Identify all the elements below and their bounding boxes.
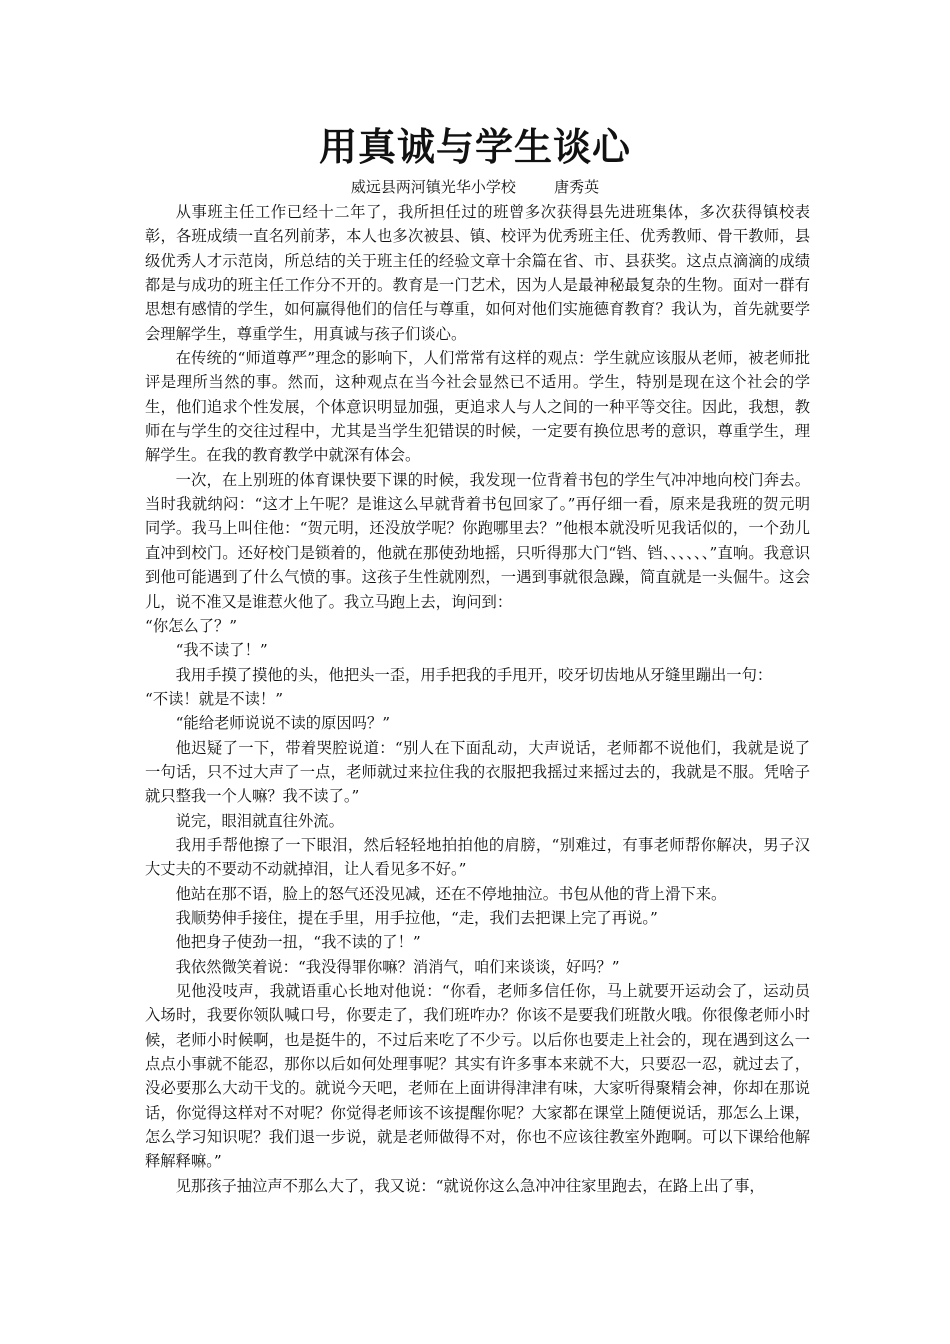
paragraph: 说完，眼泪就直往外流。 bbox=[175, 811, 344, 830]
paragraph: 我用手帮他擦了一下眼泪，然后轻轻地拍拍他的肩膀，“别难过，有事老师帮你解决，男子汉大丈夫的不要动不动就掉泪，让人看见多不好。” bbox=[145, 835, 810, 879]
paragraph: 见他没吱声，我就语重心长地对他说：“你看，老师多信任你，马上就要开运动会了，运动员入场时，我要你领队喊口号，你要走了，我们班咋办？你该不是要我们班散火哦。你很像老师小时候，老师小时候啊，也是挺牛的，不过后来吃了不少亏。以后你也要走上社会的，现在遇到这么一点点小事就不能忍，那你以后如何处理事呢？其实有许多事本来就不大，只要忍一忍，就过去了，没必要那么大动干戈的。就说今天吧，老师在上面讲得津津有味，大家听得聚精会神，你却在那说话，你觉得这样对不对呢？你觉得老师该不该提醒你呢？大家都在课堂上随便说话，那怎么上课，怎么学习知识呢？我们退一步说，就是老师做得不对，你也不应该往教室外跑啊。可以下课给他解释解释嘛。” bbox=[145, 982, 810, 1171]
paragraph: 见那孩子抽泣声不那么大了，我又说：“就说你这么急冲冲往家里跑去，在路上出了事， bbox=[175, 1176, 765, 1195]
school-name: 威远县两河镇光华小学校 bbox=[350, 178, 516, 196]
paragraph: “能给老师说说不读的原因吗？” bbox=[175, 714, 391, 733]
paragraph: 从事班主任工作已经十二年了，我所担任过的班曾多次获得县先进班集体，多次获得镇校表彰，各班成绩一直名列前茅，本人也多次被县、镇、校评为优秀班主任、优秀教师、骨干教师，县级优秀人才示范岗，所总结的关于班主任的经验文章十余篇在省、市、县获奖。这点点滴滴的成绩都是与成功的班主任工作分不开的。教育是一门艺术，因为人是最神秘最复杂的生物。面对一群有思想有感情的学生，如何赢得他们的信任与尊重，如何对他们实施德育教育？我认为，首先就要学会理解学生，尊重学生，用真诚与孩子们谈心。 bbox=[145, 203, 810, 343]
paragraph: 他站在那不语，脸上的怒气还没见减，还在不停地抽泣。书包从他的背上滑下来。 bbox=[175, 884, 727, 903]
author-name: 唐秀英 bbox=[554, 178, 600, 196]
paragraph: 在传统的“师道尊严”理念的影响下，人们常常有这样的观点：学生就应该服从老师，被老师批评是理所当然的事。然而，这种观点在当今社会显然已不适用。学生，特别是现在这个社会的学生，他们追求个性发展，个体意识明显加强，更追求人与人之间的一种平等交往。因此，我想，教师在与学生的交往过程中，尤其是当学生犯错误的时候，一定要有换位思考的意识，尊重学生，理解学生。在我的教育教学中就深有体会。 bbox=[145, 349, 810, 465]
paragraph: 他迟疑了一下，带着哭腔说道：“别人在下面乱动，大声说话，老师都不说他们，我就是说了一句话，只不过大声了一点，老师就过来拉住我的衣服把我摇过来摇过去的，我就是不服。凭啥子就只整我一个人嘛？我不读了。” bbox=[145, 738, 810, 806]
paragraph: 我依然微笑着说：“我没得罪你嘛？消消气，咱们来谈谈，好吗？” bbox=[175, 957, 620, 976]
byline bbox=[0, 177, 950, 197]
paragraph: 我顺势伸手接住，提在手里，用手拉他，“走，我们去把课上完了再说。” bbox=[175, 908, 658, 927]
paragraph: “我不读了！” bbox=[175, 641, 268, 660]
paragraph: 他把身子使劲一扭，“我不读的了！” bbox=[175, 933, 421, 952]
paragraph: 一次，在上别班的体育课快要下课的时候，我发现一位背着书包的学生气冲冲地向校门奔去。当时我就纳闷：“这才上午呢？是谁这么早就背着书包回家了。”再仔细一看，原来是我班的贺元明同学。我马上叫住他：“贺元明，还没放学呢？你跑哪里去？”他根本就没听见我话似的，一个劲儿直冲到校门。还好校门是锁着的，他就在那使劲地摇，只听得那大门“铛、铛、、、、、、”直响。我意识到他可能遇到了什么气愤的事。这孩子生性就刚烈，一遇到事就很急躁，简直就是一头倔牛。这会儿，说不准又是谁惹火他了。我立马跑上去，询问到： bbox=[145, 470, 810, 611]
paragraph: “不读！就是不读！” bbox=[145, 689, 284, 708]
document-title: 用真诚与学生谈心 bbox=[318, 125, 631, 169]
paragraph: 我用手摸了摸他的头，他把头一歪，用手把我的手甩开，咬牙切齿地从牙缝里蹦出一句： bbox=[175, 665, 773, 684]
article-body bbox=[145, 200, 810, 1198]
paragraph: “你怎么了？” bbox=[145, 616, 238, 635]
